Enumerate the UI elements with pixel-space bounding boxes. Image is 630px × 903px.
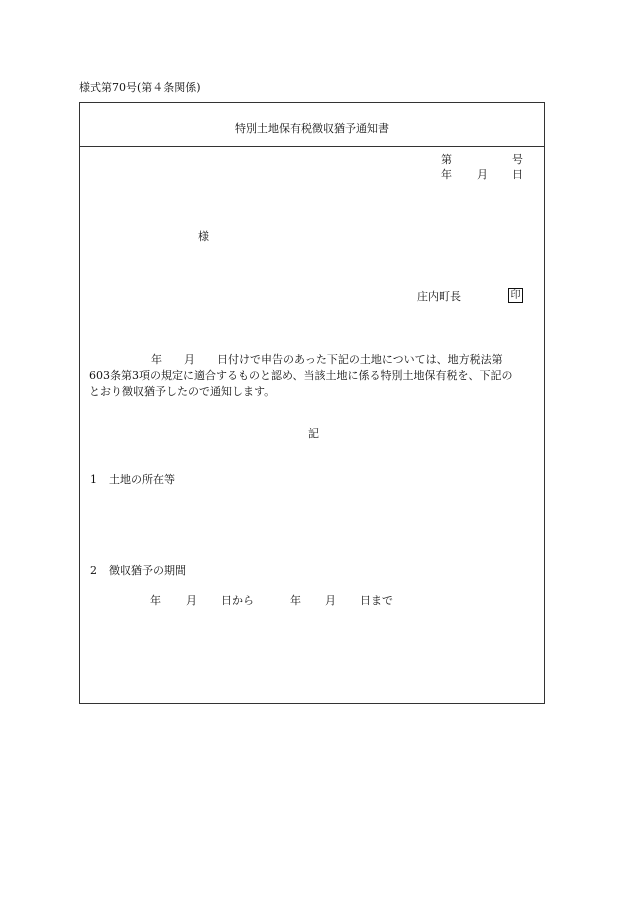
section-2-label: 徴収猶予の期間 [109, 564, 186, 577]
doc-number-go: 号 [512, 153, 523, 166]
period-to-day: 日まで [360, 594, 393, 607]
section-2-number: 2 [90, 564, 97, 577]
form-number: 様式第70号(第４条関係) [79, 81, 201, 94]
notice-body-line-1: 年 月 日付けで申告のあった下記の土地については、地方税法第 [151, 353, 503, 366]
notice-body-line-3: とおり徴収猶予したので通知します。 [89, 385, 276, 398]
period-to-month: 月 [325, 594, 336, 607]
notice-form-frame [79, 102, 545, 704]
section-1-number: 1 [90, 473, 97, 486]
seal-mark: 印 [508, 288, 523, 303]
issue-date-year: 年 [441, 168, 452, 181]
issue-date-day: 日 [512, 168, 523, 181]
period-to-year: 年 [290, 594, 301, 607]
period-from-month: 月 [186, 594, 197, 607]
period-from-day: 日から [221, 594, 254, 607]
addressee-suffix: 様 [198, 230, 209, 243]
title-row [80, 103, 544, 147]
notice-body-line-2: 603条第3項の規定に適合するものと認め、当該土地に係る特別土地保有税を、下記の [89, 369, 513, 382]
doc-number-dai: 第 [441, 153, 452, 166]
ki-heading: 記 [308, 427, 319, 440]
issue-date-month: 月 [477, 168, 488, 181]
notice-body [89, 352, 539, 400]
section-1-label: 土地の所在等 [109, 473, 175, 486]
period-from-year: 年 [150, 594, 161, 607]
issuer-name: 庄内町長 [417, 290, 461, 303]
document-title: 特別土地保有税徴収猶予通知書 [235, 122, 389, 135]
